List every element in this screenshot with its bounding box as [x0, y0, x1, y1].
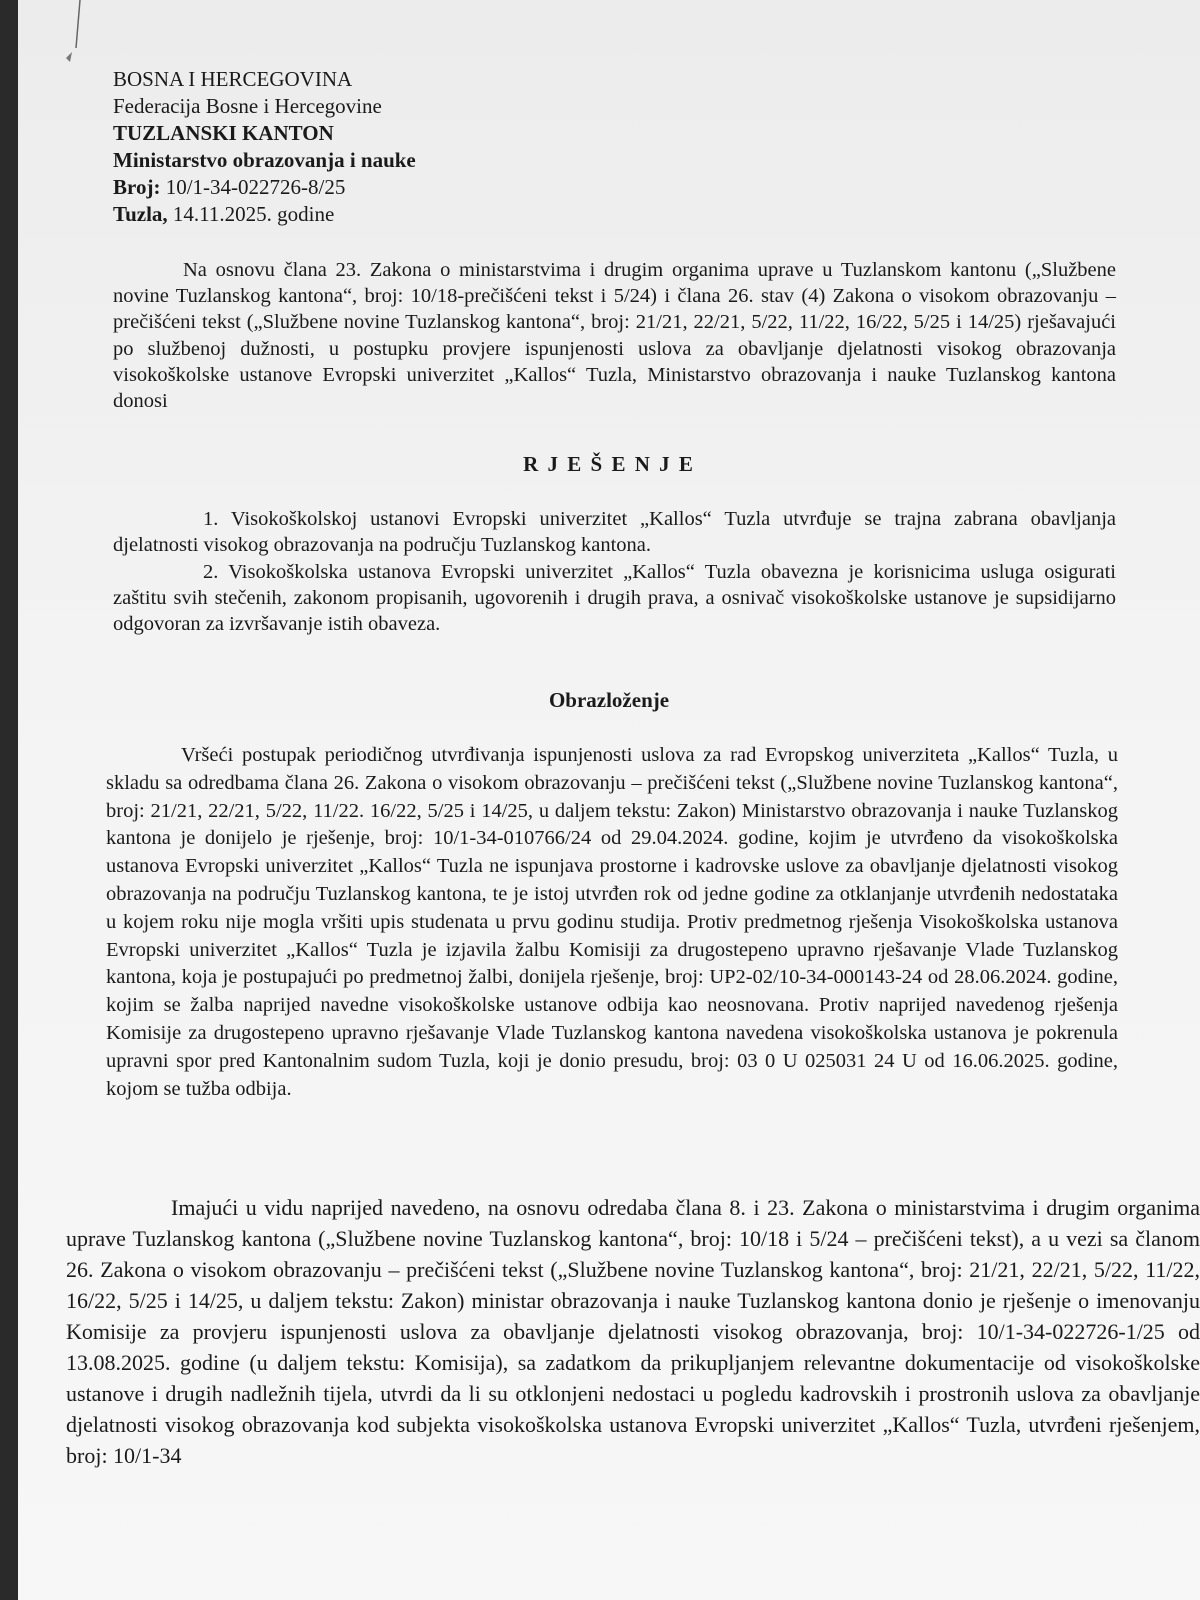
- document-header: [113, 66, 416, 228]
- header-country: BOSNA I HERCEGOVINA: [113, 67, 353, 91]
- reasoning-paragraph-1: Vršeći postupak periodičnog utvrđivanja ispunjenosti uslova za rad Evropskog univerziteta „Kallos“ Tuzla, u skladu sa odredbama člana 26. Zakona o visokom obrazovanju – prečišćeni tekst („Službene novine Tuzlanskog kantona“, broj: 21/21, 22/21, 5/22, 11/22. 16/22, 5/25 i 14/25, u daljem tekstu: Zakon) Ministarstvo obrazovanja i nauke Tuzlanskog kantona je donijelo je rješenje, broj: 10/1-34-010766/24 od 29.04.2024. godine, kojim je utvrđeno da visokoškolska ustanova Evropski univerzitet „Kallos“ Tuzla ne ispunjava prostorne i kadrovske uslove za obavljanje djelatnosti visokog obrazovanja na području Tuzlanskog kantona, te je istoj utvrđen rok od jedne godine za otklanjanje utvrđenih nedostataka u kojem roku nije mogla vršiti upis studenata u prvu godinu studija. Protiv predmetnog rješenja Visokoškolska ustanova Evropski univerzitet „Kallos“ Tuzla je izjavila žalbu Komisiji za drugostepeno upravno rješavanje Vlade Tuzlanskog kantona, koja je postupajući po predmetnoj žalbi, donijela rješenje, broj: UP2-02/10-34-000143-24 od 28.06.2024. godine, kojim se žalba naprijed navedne visokoškolske ustanove odbija kao neosnovana. Protiv naprijed navedenog rješenja Komisije za drugostepeno upravno rješavanje Vlade Tuzlanskog kantona navedena visokoškolska ustanova je pokrenula upravni spor pred Kantonalnim sudom Tuzla, koji je donio presudu, broj: 03 0 U 025031 24 U od 16.06.2025. godine, kojom se tužba odbija.: [106, 744, 1118, 1100]
- place-label: Tuzla,: [113, 202, 168, 226]
- header-canton: TUZLANSKI KANTON: [113, 121, 334, 145]
- reasoning-title: Obrazloženje: [548, 688, 670, 712]
- reference-value: 10/1-34-022726-8/25: [160, 175, 346, 199]
- reasoning-paragraph-2: Imajući u vidu naprijed navedeno, na osnovu odredaba člana 8. i 23. Zakona o ministarstvima i drugim organima uprave Tuzlanskog kantona („Službene novine Tuzlanskog kantona“, broj: 10/18 i 5/24 – prečišćeni tekst), a u vezi sa članom 26. Zakona o visokom obrazovanju – prečišćeni tekst („Službene novine Tuzlanskog kantona“, broj: 21/21, 22/21, 5/22, 11/22, 16/22, 5/25 i 14/25, u daljem tekstu: Zakon) ministar obrazovanja i nauke Tuzlanskog kantona donio je rješenje o imenovanju Komisije za provjeru ispunjenosti uslova za obavljanje djelatnosti visokog obrazovanja, broj: 10/1-34-022726-1/25 od 13.08.2025. godine (u daljem tekstu: Komisija), sa zadatkom da prikupljanjem relevantne dokumentacije od visokoškolske ustanove i drugih nadležnih tijela, utvrdi da li su otklonjeni nedostaci u pogledu kadrovskih i prostronih uslova za obavljanje djelatnosti visokog obrazovanja kod subjekta visokoškolska ustanova Evropski univerzitet „Kallos“ Tuzla, utvrđeni rješenjem, broj: 10/1-34: [66, 1195, 1200, 1468]
- date-value: 14.11.2025. godine: [167, 202, 335, 226]
- decision-title: R J E Š E N J E: [523, 452, 695, 476]
- header-federation: Federacija Bosne i Hercegovine: [113, 94, 382, 118]
- document-page: [18, 0, 1200, 1600]
- header-place-date: [113, 201, 416, 228]
- staple-mark-icon: [58, 0, 88, 70]
- header-reference-number: [113, 174, 416, 201]
- decision-item-1: 1. Visokoškolskoj ustanovi Evropski univerzitet „Kallos“ Tuzla utvrđuje se trajna zabrana obavljanja djelatnosti visokog obrazovanja na području Tuzlanskog kantona.: [113, 508, 1116, 557]
- decision-item-2: 2. Visokoškolska ustanova Evropski univerzitet „Kallos“ Tuzla obavezna je korisnicima usluga osigurati zaštitu svih stečenih, zakonom propisanih, ugovorenih i drugih prava, a osnivač visokoškolske ustanove je supsidijarno odgovoran za izvršavanje istih obaveza.: [113, 561, 1116, 636]
- intro-paragraph: Na osnovu člana 23. Zakona o ministarstvima i drugim organima uprave u Tuzlanskom kantonu („Službene novine Tuzlanskog kantona“, broj: 10/18-prečišćeni tekst i 5/24) i člana 26. stav (4) Zakona o visokom obrazovanju – prečišćeni tekst („Službene novine Tuzlanskog kantona“, broj: 21/21, 22/21, 5/22, 11/22, 16/22, 5/25 i 14/25) rješavajući po službenoj dužnosti, u postupku provjere ispunjenosti uslova za obavljanje djelatnosti visokog obrazovanja visokoškolske ustanove Evropski univerzitet „Kallos“ Tuzla, Ministarstvo obrazovanja i nauke Tuzlanskog kantona donosi: [113, 259, 1116, 413]
- header-ministry: Ministarstvo obrazovanja i nauke: [113, 148, 416, 172]
- reference-label: Broj:: [113, 175, 161, 199]
